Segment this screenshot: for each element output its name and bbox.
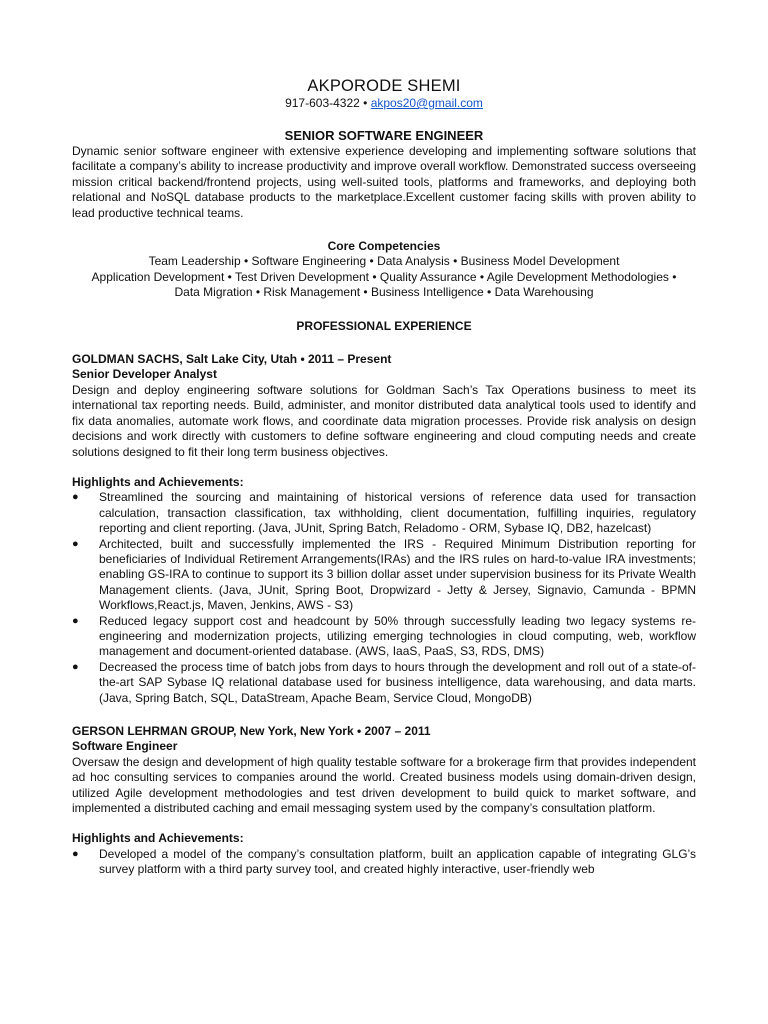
bullet-icon: ● bbox=[72, 660, 79, 673]
job-location-dates: Salt Lake City, Utah • 2011 – Present bbox=[186, 352, 392, 367]
highlight-text: Developed a model of the company’s consultation platform, built an application capable of integrating GLG’s survey platform with a third party survey tool, and created highly interactive, user-friendly web bbox=[99, 846, 696, 877]
company-name: GOLDMAN SACHS, bbox=[72, 352, 186, 367]
job-title: SENIOR SOFTWARE ENGINEER bbox=[284, 128, 484, 143]
list-item bbox=[72, 537, 696, 614]
contact-line bbox=[72, 96, 696, 111]
highlights-heading: Highlights and Achievements: bbox=[72, 831, 244, 846]
highlights-list bbox=[72, 490, 696, 706]
highlight-text: Decreased the process time of batch jobs from days to hours through the development and roll out of a state-of-the-art SAP Sybase IQ relational database used for business intelligence, data warehousing, and data marts. (Java, Spring Batch, SQL, DataStream, Apache Beam, Service Cloud, MongoDB) bbox=[99, 659, 696, 705]
competencies-line: Application Development • Test Driven Development • Quality Assurance • Agile Development Methodologies • bbox=[91, 269, 677, 284]
list-item bbox=[72, 490, 696, 536]
list-item bbox=[72, 614, 696, 660]
highlights-heading: Highlights and Achievements: bbox=[72, 474, 244, 489]
job-description: Oversaw the design and development of high quality testable software for a brokerage firm that provides independent ad hoc consulting services to companies around the world. Created business models using domain-driven design, utilized Agile development methodologies and test driven development to build quick to market software, and implemented a distributed caching and email messaging system used by the company’s consultation platform. bbox=[72, 754, 696, 816]
job-location-dates: New York, New York • 2007 – 2011 bbox=[239, 724, 431, 738]
job-entry bbox=[72, 724, 696, 878]
bullet-icon: ● bbox=[72, 537, 79, 550]
list-item bbox=[72, 660, 696, 706]
job-role: Senior Developer Analyst bbox=[72, 367, 217, 382]
resume-page bbox=[72, 0, 696, 878]
job-header bbox=[72, 724, 696, 739]
competencies-heading: Core Competencies bbox=[327, 239, 441, 254]
highlights-list bbox=[72, 847, 696, 878]
job-role: Software Engineer bbox=[72, 739, 178, 754]
highlight-text: Architected, built and successfully implemented the IRS - Required Minimum Distribution reporting for beneficiaries of Individual Retirement Arrangements(IRAs) and the IRS rules on hard-to-value IRA investments; enabling GS-IRA to continue to support its 3 billion dollar asset under supervision business for its Private Wealth Management clients. (Java, JUnit, Spring Boot, Dropwizard - Jetty & Jersey, Signavio, Camunda - BPMN Workflows,React.js, Maven, Jenkins, AWS - S3) bbox=[99, 536, 696, 613]
company-name: GERSON LEHRMAN GROUP, bbox=[72, 724, 240, 738]
experience-heading: PROFESSIONAL EXPERIENCE bbox=[296, 318, 472, 333]
email-link[interactable]: akpos20@gmail.com bbox=[370, 96, 483, 110]
candidate-name: AKPORODE SHEMI bbox=[307, 77, 461, 95]
phone-number: 917-603-4322 bbox=[285, 96, 360, 110]
contact-separator: • bbox=[359, 96, 371, 110]
job-description: Design and deploy engineering software solutions for Goldman Sach’s Tax Operations business to meet its international tax reporting needs. Build, administer, and monitor distributed data analytical tools used to identify and fix data anomalies, automate work flows, and coordinate data migration processes. Provide risk analysis on design decisions and work directly with customers to define software engineering and cloud computing needs and create solutions designed to fit their long term business objectives. bbox=[72, 382, 696, 459]
bullet-icon: ● bbox=[72, 491, 79, 504]
job-header bbox=[72, 352, 696, 367]
summary-paragraph: Dynamic senior software engineer with extensive experience developing and implementing software solutions that facilitate a company’s ability to increase productivity and improve overall workflow. Demonstrated success overseeing mission critical backend/frontend projects, using well-suited tools, platforms and frameworks, and deploying both relational and NoSQL database products to the marketplace.Excellent customer facing skills with proven ability to lead productive technical teams. bbox=[72, 144, 696, 220]
list-item bbox=[72, 847, 696, 878]
bullet-icon: ● bbox=[72, 614, 79, 627]
bullet-icon: ● bbox=[72, 847, 79, 860]
competencies-line: Data Migration • Risk Management • Business Intelligence • Data Warehousing bbox=[174, 285, 594, 300]
competencies-line: Team Leadership • Software Engineering • Data Analysis • Business Model Development bbox=[148, 254, 620, 269]
highlight-text: Reduced legacy support cost and headcount by 50% through successfully leading two legacy systems re-engineering and modernization projects, utilizing emerging technologies in cloud computing, web, workflow management and document-oriented database. (AWS, IaaS, PaaS, S3, RDS, DMS) bbox=[99, 613, 696, 659]
highlight-text: Streamlined the sourcing and maintaining of historical versions of reference data used for transaction calculation, transaction classification, tax withholding, client documentation, fulfilling inquiries, regulatory reporting and client reporting. (Java, JUnit, Spring Batch, Reladomo - ORM, Sybase IQ, DB2, hazelcast) bbox=[99, 490, 696, 536]
job-entry bbox=[72, 352, 696, 706]
